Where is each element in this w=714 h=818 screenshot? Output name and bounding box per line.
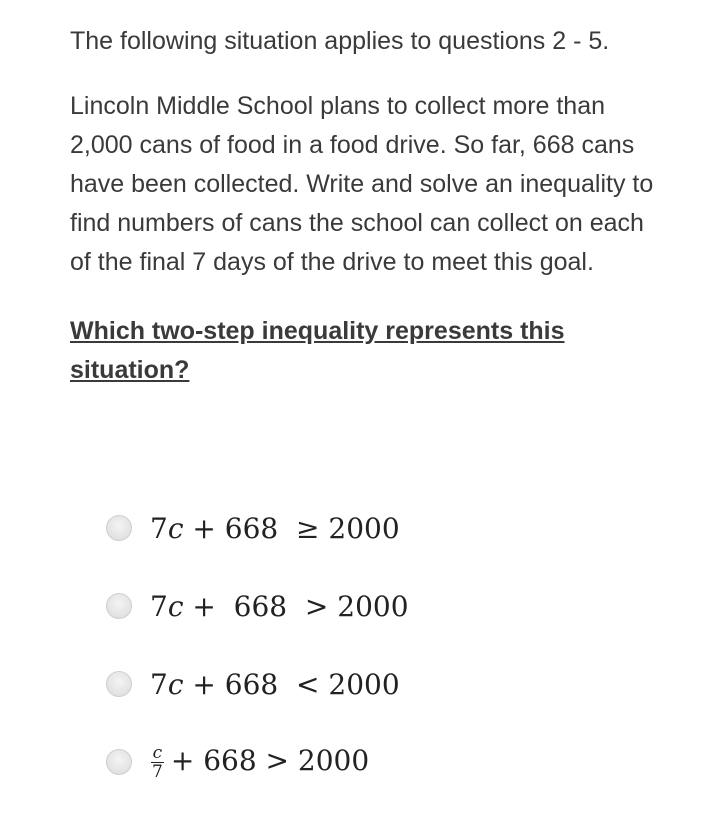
inequality-rest: + 668 > 2000 — [170, 743, 370, 777]
coefficient: 7 — [150, 511, 168, 545]
variable: c — [167, 667, 184, 701]
inequality-rest: + 668 > 2000 — [183, 589, 409, 623]
question-prompt: Which two-step inequality represents this situation? — [70, 317, 565, 384]
inequality-4 — [150, 744, 369, 781]
answer-option-4[interactable] — [106, 740, 626, 784]
answer-option-1[interactable] — [106, 506, 626, 550]
coefficient: 7 — [150, 589, 168, 623]
inequality-3 — [150, 668, 400, 701]
variable: c — [167, 511, 184, 545]
radio-button-2[interactable] — [106, 593, 132, 619]
coefficient: 7 — [150, 667, 168, 701]
inequality-rest: + 668 < 2000 — [183, 667, 400, 701]
inequality-1 — [150, 512, 400, 545]
inequality-2 — [150, 590, 409, 623]
question-content — [70, 22, 660, 390]
fraction — [150, 744, 165, 781]
inequality-rest: + 668 ≥ 2000 — [183, 511, 400, 545]
fraction-denominator: 7 — [152, 761, 163, 782]
radio-button-3[interactable] — [106, 671, 132, 697]
answer-option-2[interactable] — [106, 584, 626, 628]
radio-button-4[interactable] — [106, 749, 132, 775]
fraction-numerator: c — [152, 742, 163, 763]
radio-button-1[interactable] — [106, 515, 132, 541]
answer-options — [106, 506, 626, 818]
intro-text: The following situation applies to questions 2 - 5. — [70, 27, 610, 55]
passage-text: Lincoln Middle School plans to collect more than 2,000 cans of food in a food drive. So far, 668 cans have been collected. Write and solve an inequality to find numbers of cans the school can collect on each of the final 7 days of the drive to meet this goal. — [70, 92, 654, 276]
variable: c — [167, 589, 184, 623]
answer-option-3[interactable] — [106, 662, 626, 706]
